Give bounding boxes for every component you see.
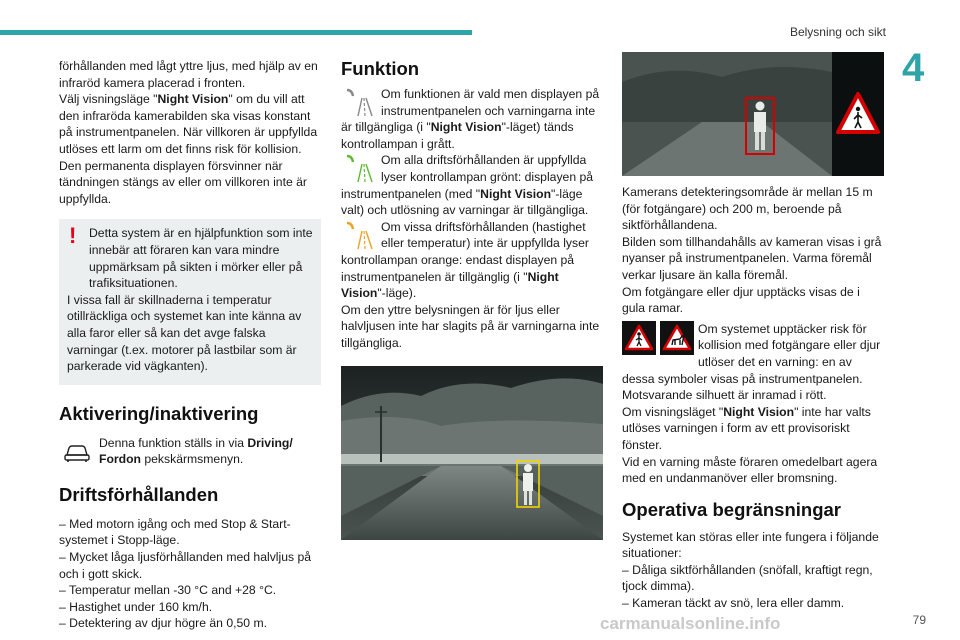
header-accent-bar <box>0 30 472 35</box>
car-icon <box>59 435 95 467</box>
section-title: Belysning och sikt <box>789 25 886 39</box>
temporary-window-paragraph: Om visningsläget "Night Vision" inte har valts utlöses varningen i form av ett provisoriskt fönster. <box>622 404 871 452</box>
limitations-heading: Operativa begränsningar <box>622 498 841 520</box>
detection-range-paragraph: Kamerans detekteringsområde är mellan 15 m (för fotgängare) och 200 m, beroende på siktförhållandena. <box>622 185 873 233</box>
warning-exclamation-icon: ! <box>69 223 77 249</box>
condition-item: – Mycket låga ljusförhållanden med halvljus på och i gott skick. <box>59 550 312 581</box>
activation-heading: Aktivering/inaktivering <box>59 402 259 424</box>
warning-text-1: Detta system är en hjälpfunktion som inte innebär att föraren kan vara mindre uppmärksam på sikten i mörker eller på trafiksituationen. <box>89 226 313 291</box>
condition-item: – Detektering av djur högre än 0,50 m. <box>59 616 267 631</box>
column-1 <box>59 58 321 632</box>
thermal-camera-image-road <box>341 366 603 540</box>
permanent-display-paragraph: Den permanenta displayen försvinner när tändningen stängs av eller om villkoren inte är uppfyllda. <box>59 158 307 206</box>
condition-item: – Temperatur mellan -30 °C and +28 °C. <box>59 583 277 598</box>
condition-item: – Med motorn igång och med Stop & Start-systemet i Stopp-läge. <box>59 516 291 548</box>
thermal-camera-image-pedestrian-alert <box>622 52 884 176</box>
night-vision-indicator-orange-icon <box>341 219 377 251</box>
function-heading: Funktion <box>341 58 420 79</box>
column-2 <box>341 58 603 540</box>
night-vision-indicator-green-icon <box>341 152 377 184</box>
warning-text-2: I vissa fall är skillnaderna i temperatur otillräckliga och systemet kan inte känna av alla faror eller så kan det avge falska varningar (t.ex. motorer på lastbilar som är parkerade vid vägkanten). <box>67 292 302 374</box>
pedestrian-warning-sign-icon <box>622 321 656 355</box>
conditions-heading: Driftsförhållanden <box>59 483 219 505</box>
indicator-grey-row: Om funktionen är vald men displayen på instrumentpanelen och varningarna inte är tillgängliga (i "Night Vision"-läget) tänds kontrollampan i grått. <box>341 87 600 151</box>
mode-paragraph: Välj visningsläge "Night Vision" om du vill att den infraröda kamerabilden ska visas konstant på instrumentpanelen. När villkoren är uppfyllda utlöses ett larm om det finns risk för kollision. <box>59 92 318 156</box>
yellow-frames-paragraph: Om fotgängare eller djur upptäcks visas de i gula ramar. <box>622 284 860 316</box>
animal-warning-sign-icon <box>660 321 694 355</box>
limitation-item: – Kameran täckt av snö, lera eller damm. <box>622 596 845 611</box>
chapter-number: 4 <box>902 46 925 90</box>
limitations-intro: Systemet kan störas eller inte fungera i följande situationer: <box>622 529 879 561</box>
column-3 <box>622 58 886 612</box>
night-vision-indicator-grey-icon <box>341 86 377 118</box>
collision-risk-paragraph: Om systemet upptäcker risk för kollision med fotgängare eller djur utlöser det en varning: en av dessa symboler visas på instrumentpanelen. Motsvarande silhuett är inramad i rött. <box>622 321 881 403</box>
outside-light-paragraph: Om den yttre belysningen är för ljus eller halvljusen inte har slagits på är varningarna inte tillgängliga. <box>341 302 600 350</box>
driver-action-paragraph: Vid en varning måste föraren omedelbart agera med en undanmanöver eller bromsning. <box>622 454 878 486</box>
activation-text: Denna funktion ställs in via Driving/ Fordon pekskärmsmenyn. <box>99 435 293 467</box>
condition-item: – Hastighet under 160 km/h. <box>59 599 213 614</box>
warning-box <box>59 219 321 384</box>
intro-paragraph: förhållanden med lågt yttre ljus, med hjälp av en infraröd kamera placerad i fronten. <box>59 59 318 90</box>
indicator-orange-row: Om vissa driftsförhållanden (hastighet eller temperatur) inte är uppfyllda lyser kontrollampan orange: endast displayen på instrumentpanelen är tillgänglig (i "Night Vision"-läge). <box>341 219 589 301</box>
watermark: carmanualsonline.info <box>600 614 781 633</box>
alert-symbols-row <box>622 321 886 404</box>
page-number: 79 <box>912 613 926 627</box>
activation-row <box>59 435 321 468</box>
limitation-item: – Dåliga siktförhållanden (snöfall, kraftigt regn, tjock dimma). <box>622 562 873 594</box>
grey-shades-paragraph: Bilden som tillhandahålls av kameran visas i grå nyanser på instrumentpanelen. Varma föremål verkar ljusare än kalla föremål. <box>622 234 882 282</box>
indicator-green-row: Om alla driftsförhållanden är uppfyllda lyser kontrollampan grönt: displayen på instrumentpanelen (med "Night Vision"-läge valt) och utlösning av varningar är tillgängliga. <box>341 153 594 218</box>
